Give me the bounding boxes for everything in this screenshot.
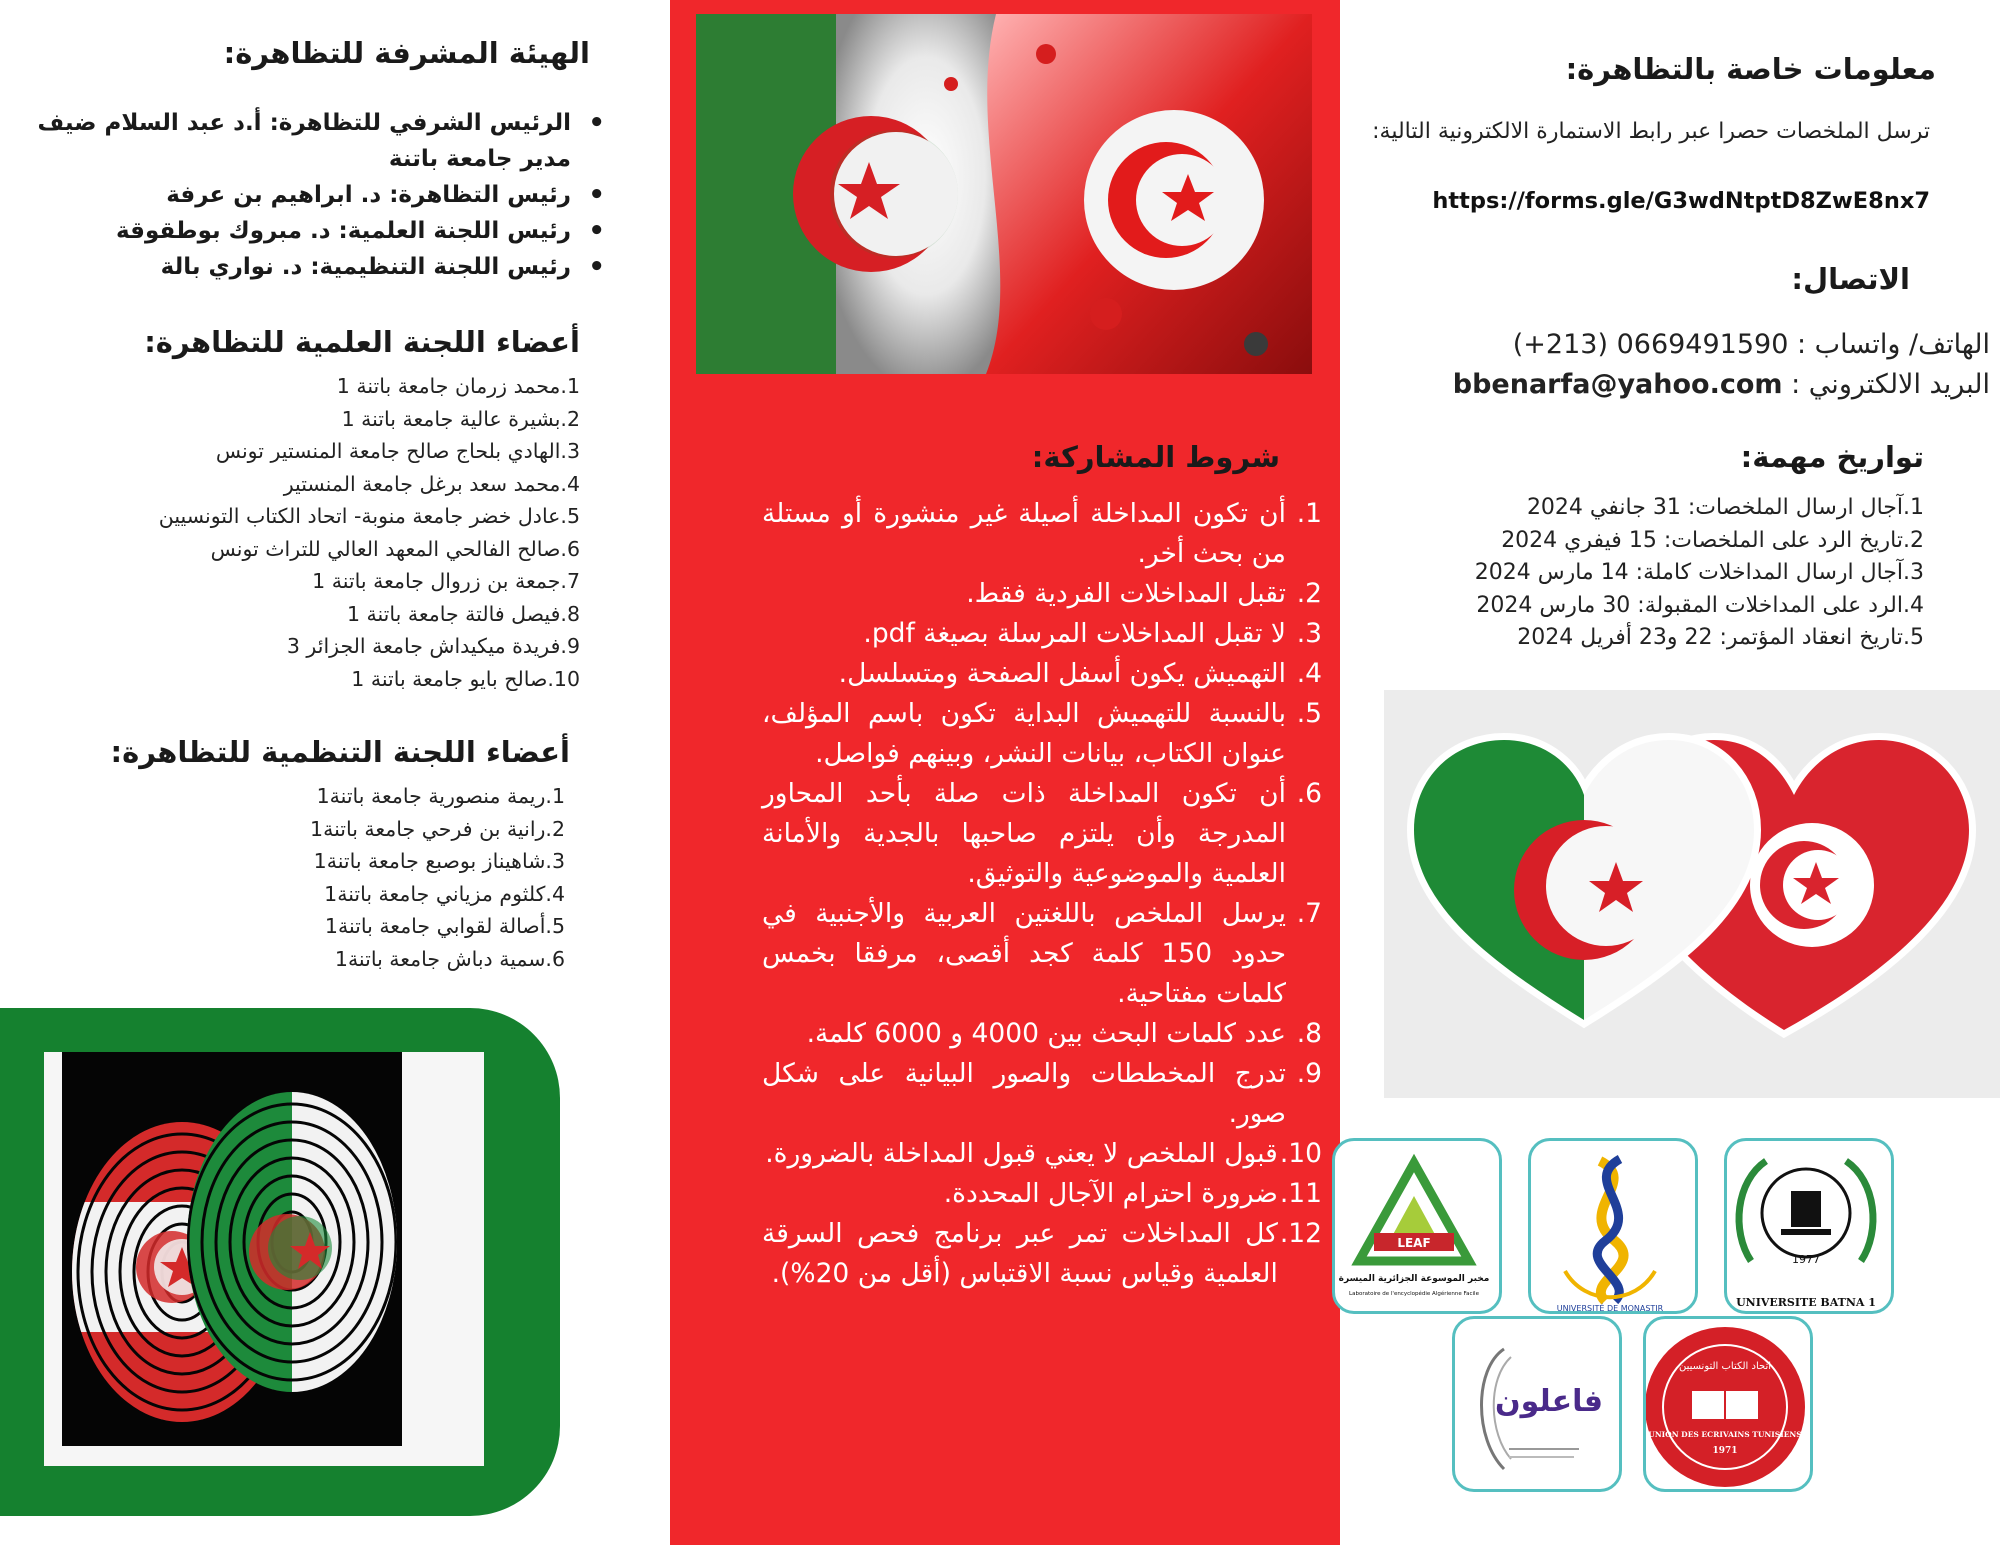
list-item: 9. تدرج المخططات والصور البيانية على شكل صور. [762, 1058, 1322, 1129]
list-item: 12. كل المداخلات تمر عبر برنامج فحص السرقة العلمية وقياس نسبة الاقتباس (أقل من 20%). [762, 1218, 1322, 1289]
svg-text:UNION DES ECRIVAINS TUNISIENS: UNION DES ECRIVAINS TUNISIENS [1648, 1430, 1802, 1439]
dates-list [1364, 492, 1924, 655]
svg-text:UNIVERSITÉ DE MONASTIR: UNIVERSITÉ DE MONASTIR [1556, 1304, 1664, 1313]
flags-image [696, 14, 1312, 374]
contact-phone [1390, 325, 1990, 365]
batna-logo-graphic [1724, 1141, 1891, 1314]
info-title: معلومات خاصة بالتظاهرة: [1565, 52, 1936, 86]
fingerprint-panel [44, 1052, 484, 1466]
list-item: 10. قبول الملخص لا يعني قبول المداخلة بالضرورة. [765, 1138, 1322, 1169]
list-item: 6. أن تكون المداخلة ذات صلة بأحد المحاور المدرجة وأن يلتزم صاحبها بالجدية والأمانة العلمية والموضوعية والتوثيق. [762, 778, 1322, 889]
list-item: 3.آجال ارسال المداخلات كاملة: 14 مارس 2024 [1474, 560, 1924, 585]
list-item: 6.سمية دباش جامعة باتنة1 [334, 946, 565, 971]
logo-tunisian-writers-union [1643, 1316, 1813, 1492]
hearts-graphic [1384, 690, 2000, 1098]
list-item: • رئيس التظاهرة: د. ابراهيم بن عرفة [5, 177, 605, 213]
info-text: ترسل الملخصات حصرا عبر رابط الاستمارة الالكترونية التالية: [1372, 119, 1930, 144]
list-item: 4.كلثوم مزياني جامعة باتنة1 [324, 881, 565, 906]
phone-label: الهاتف/ واتساب : [1796, 329, 1990, 360]
list-item: 3.الهادي بلحاج صالح جامعة المنستير تونس [215, 439, 580, 463]
conditions-title: شروط المشاركة: [1031, 440, 1280, 474]
logo-batna-university [1724, 1138, 1894, 1314]
flags-graphic [696, 14, 1312, 374]
list-item: 5. بالنسبة للتهميش البداية تكون باسم المؤلف، عنوان الكتاب، بيانات النشر، وبينهم فواصل. [762, 698, 1322, 769]
svg-text:1971: 1971 [1712, 1446, 1738, 1456]
contact-title: الاتصال: [1791, 262, 1910, 296]
email-value[interactable]: bbenarfa@yahoo.com [1452, 369, 1783, 400]
supervising-title: الهيئة المشرفة للتظاهرة: [223, 36, 590, 70]
hearts-image [1384, 690, 2000, 1098]
monastir-logo-graphic [1528, 1141, 1695, 1314]
list-item: 1.ريمة منصورية جامعة باتنة1 [316, 784, 565, 808]
contact-email [1390, 365, 1990, 405]
list-item: 5.تاريخ انعقاد المؤتمر: 22 و23 أفريل 2024 [1517, 625, 1924, 650]
svg-text:Laboratoire de l'encyclopédie: Laboratoire de l'encyclopédie Algérienne Facile [1349, 1291, 1479, 1297]
fingerprint-frame [0, 1008, 560, 1516]
list-item: 7. يرسل الملخص باللغتين العربية والأجنبية في حدود 150 كلمة كجد أقصى، مرفقا بخمس كلمات مفتاحية. [762, 898, 1322, 1009]
email-label: البريد الالكتروني : [1791, 369, 1990, 400]
svg-text:اتحاد الكتاب التونسيين: اتحاد الكتاب التونسيين [1678, 1361, 1772, 1372]
fingerprints-graphic [62, 1052, 402, 1446]
svg-text:UNIVERSITE BATNA 1: UNIVERSITE BATNA 1 [1736, 1296, 1876, 1309]
scientific-committee-list [0, 370, 580, 695]
svg-text:LEAF: LEAF [1397, 1236, 1431, 1250]
list-item: 5.عادل خضر جامعة منوبة- اتحاد الكتاب التونسيين [158, 504, 580, 528]
logo-leaf-laboratory [1332, 1138, 1502, 1314]
list-item: 4.محمد سعد برغل جامعة المنستير [283, 471, 580, 496]
logo-monastir-university [1528, 1138, 1698, 1314]
list-item: 4.الرد على المداخلات المقبولة: 30 مارس 2024 [1476, 592, 1924, 618]
list-item: 4. التهميش يكون أسفل الصفحة ومتسلسل. [838, 658, 1322, 689]
dates-title: تواريخ مهمة: [1740, 440, 1924, 474]
list-item: 1.آجال ارسال الملخصات: 31 جانفي 2024 [1526, 495, 1924, 520]
faailoun-logo-graphic [1452, 1319, 1619, 1492]
svg-text:فاعلون: فاعلون [1494, 1384, 1604, 1419]
list-item: 8. عدد كلمات البحث بين 4000 و 6000 كلمة. [806, 1018, 1322, 1049]
organizing-committee-list [5, 780, 565, 975]
list-item: 2.بشيرة عالية جامعة باتنة 1 [341, 406, 580, 431]
uet-logo-graphic [1643, 1319, 1810, 1492]
form-link[interactable]: https://forms.gle/G3wdNtptD8ZwE8nx7 [1432, 188, 1930, 214]
list-item: 3. لا تقبل المداخلات المرسلة بصيغة pdf. [863, 618, 1322, 649]
svg-text:1977: 1977 [1792, 1253, 1820, 1266]
phone-value[interactable]: 0669491590 (213+) [1512, 329, 1789, 360]
list-item: 1.محمد زرمان جامعة باتنة 1 [336, 374, 580, 398]
list-item: 7.جمعة بن زروال جامعة باتنة 1 [312, 569, 580, 593]
list-item: • رئيس اللجنة التنظيمية: د. نواري بالة [5, 249, 605, 285]
logo-faailoun [1452, 1316, 1622, 1492]
list-item: 2.تاريخ الرد على الملخصات: 15 فيفري 2024 [1501, 527, 1924, 553]
list-item: 9.فريدة ميكيداش جامعة الجزائر 3 [286, 634, 580, 658]
supervising-list [5, 105, 605, 285]
leaf-logo-graphic [1332, 1141, 1499, 1314]
list-item: 10.صالح بايو جامعة باتنة 1 [351, 666, 580, 691]
list-item: 3.شاهيناز بوصبع جامعة باتنة1 [313, 849, 565, 873]
right-column [1340, 0, 2000, 1545]
list-item: 6.صالح الفالحي المعهد العالي للتراث تونس [210, 536, 580, 561]
list-item: 2.رانية بن فرحي جامعة باتنة1 [310, 816, 565, 841]
list-item: 11. ضرورة احترام الآجال المحددة. [943, 1178, 1322, 1209]
list-item: • رئيس اللجنة العلمية: د. مبروك بوطقوقة [5, 213, 605, 249]
list-item: 8.فيصل فالتة جامعة باتنة 1 [346, 601, 580, 626]
svg-text:مخبر الموسوعة الجزائرية الميسر: مخبر الموسوعة الجزائرية الميسرة [1338, 1274, 1490, 1284]
list-item: 5.أصالة لقوابي جامعة باتنة1 [324, 914, 565, 938]
scientific-committee-title: أعضاء اللجنة العلمية للتظاهرة: [144, 325, 580, 359]
conditions-list [762, 494, 1322, 1294]
list-item: 1. أن تكون المداخلة أصيلة غير منشورة أو مستلة من بحث أخر. [762, 498, 1322, 569]
middle-column [670, 0, 1340, 1545]
left-column [0, 0, 670, 1545]
list-item: 2. تقبل المداخلات الفردية فقط. [966, 578, 1322, 609]
organizing-committee-title: أعضاء اللجنة التنظمية للتظاهرة: [110, 735, 570, 769]
list-item: • الرئيس الشرفي للتظاهرة: أ.د عبد السلام ضيف مدير جامعة باتنة [5, 105, 605, 177]
fingerprints-image [62, 1052, 402, 1446]
